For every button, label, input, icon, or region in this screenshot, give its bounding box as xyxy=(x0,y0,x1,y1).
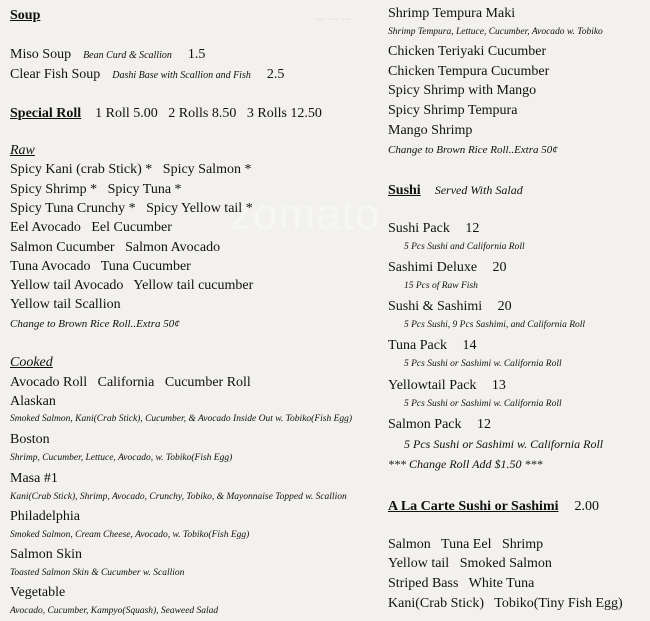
item-desc: Bean Curd & Scallion xyxy=(83,50,172,61)
special-roll-heading: Special Roll xyxy=(10,106,82,121)
alacarte-heading-row xyxy=(388,497,599,515)
raw-row: Tuna Avocado Tuna Cucumber xyxy=(10,259,191,274)
item-name: Tuna Pack xyxy=(388,338,447,353)
item-name: Philadelphia xyxy=(10,509,80,524)
sushi-heading-row xyxy=(388,181,523,199)
maki-row: Chicken Tempura Cucumber xyxy=(388,64,550,79)
item-desc: 5 Pcs Sushi, 9 Pcs Sashimi, and California Roll xyxy=(404,320,586,330)
item-name: Boston xyxy=(10,432,50,447)
item-desc: Kani(Crab Stick), Shrimp, Avocado, Crunchy, Tobiko, & Mayonnaise Topped w. Scallion xyxy=(10,492,347,502)
watermark: zomato xyxy=(230,190,381,239)
item-name: Masa #1 xyxy=(10,471,58,486)
sushi-item xyxy=(388,338,477,354)
raw-row: Yellow tail Avocado Yellow tail cucumber xyxy=(10,278,254,293)
raw-row: Salmon Cucumber Salmon Avocado xyxy=(10,240,221,255)
item-price: 20 xyxy=(492,260,507,275)
alacarte-row: Salmon Tuna Eel Shrimp xyxy=(388,537,544,552)
raw-row: Yellow tail Scallion xyxy=(10,297,121,312)
special-roll-row xyxy=(10,104,322,122)
maki-row: Spicy Shrimp Tempura xyxy=(388,103,518,118)
item-name: Sashimi Deluxe xyxy=(388,260,478,275)
item-desc: 5 Pcs Sushi or Sashimi w. California Roll xyxy=(404,399,562,409)
item-desc: Dashi Base with Scallion and Fish xyxy=(112,70,251,81)
maki-row: Spicy Shrimp with Mango xyxy=(388,83,537,98)
sushi-item xyxy=(388,378,506,394)
alacarte-row: Striped Bass White Tuna xyxy=(388,576,535,591)
item-name: Alaskan xyxy=(10,394,56,409)
item-desc: Smoked Salmon, Cream Cheese, Avocado, w. Tobiko(Fish Egg) xyxy=(10,530,250,540)
item-desc: Smoked Salmon, Kani(Crab Stick), Cucumber, & Avocado Inside Out w. Tobiko(Fish Egg) xyxy=(10,414,353,424)
item-price: 2.5 xyxy=(266,67,285,82)
raw-row: Spicy Shrimp * Spicy Tuna * xyxy=(10,182,182,197)
raw-row: Eel Avocado Eel Cucumber xyxy=(10,220,172,235)
item-price: 1.5 xyxy=(187,47,206,62)
sushi-item xyxy=(388,260,507,276)
ghost-text: ... ... ... xyxy=(315,8,351,23)
alacarte-price: 2.00 xyxy=(574,499,599,514)
sushi-item xyxy=(388,299,512,315)
item-desc: 15 Pcs of Raw Fish xyxy=(404,281,478,291)
sushi-item xyxy=(388,417,491,433)
item-name: Yellowtail Pack xyxy=(388,378,477,393)
item-price: 12 xyxy=(477,417,491,432)
alacarte-heading: A La Carte Sushi or Sashimi xyxy=(388,499,559,514)
maki-row: Chicken Teriyaki Cucumber xyxy=(388,44,547,59)
item-price: 14 xyxy=(462,338,477,353)
item-name: Miso Soup xyxy=(10,47,72,62)
maki-row: Mango Shrimp xyxy=(388,123,473,138)
item-desc: 5 Pcs Sushi and California Roll xyxy=(404,242,525,252)
menu-item xyxy=(10,65,284,83)
sushi-heading: Sushi xyxy=(388,183,421,198)
item-name: Sushi Pack xyxy=(388,221,450,236)
item-name: Clear Fish Soup xyxy=(10,67,101,82)
item-price: 20 xyxy=(497,299,512,314)
item-price: 12 xyxy=(465,221,480,236)
alacarte-row: Kani(Crab Stick) Tobiko(Tiny Fish Egg) xyxy=(388,596,623,611)
sushi-item xyxy=(388,221,479,237)
raw-row: Spicy Tuna Crunchy * Spicy Yellow tail * xyxy=(10,201,253,216)
raw-row: Spicy Kani (crab Stick) * Spicy Salmon * xyxy=(10,162,252,177)
maki-note: Change to Brown Rice Roll..Extra 50¢ xyxy=(388,144,558,156)
alacarte-row: Yellow tail Smoked Salmon xyxy=(388,556,552,571)
item-name: Vegetable xyxy=(10,585,66,600)
item-price: 13 xyxy=(491,378,506,393)
special-roll-prices: 1 Roll 5.00 2 Rolls 8.50 3 Rolls 12.50 xyxy=(95,106,322,121)
item-desc: Shrimp, Cucumber, Lettuce, Avocado, w. Tobiko(Fish Egg) xyxy=(10,453,233,463)
sushi-change-note: *** Change Roll Add $1.50 *** xyxy=(388,457,543,471)
item-desc: 5 Pcs Sushi or Sashimi w. California Roll xyxy=(404,437,604,451)
cooked-row: Avocado Roll California Cucumber Roll xyxy=(10,375,251,390)
menu-item xyxy=(10,45,205,63)
soup-heading: Soup xyxy=(10,8,41,23)
item-name: Salmon Skin xyxy=(10,547,82,562)
item-desc: Avocado, Cucumber, Kampyo(Squash), Seaweed Salad xyxy=(10,606,219,616)
item-name: Sushi & Sashimi xyxy=(388,299,483,314)
item-name: Salmon Pack xyxy=(388,417,462,432)
cooked-heading: Cooked xyxy=(10,355,53,370)
item-name: Shrimp Tempura Maki xyxy=(388,6,516,21)
raw-note: Change to Brown Rice Roll..Extra 50¢ xyxy=(10,318,180,330)
item-desc: 5 Pcs Sushi or Sashimi w. California Roll xyxy=(404,359,562,369)
raw-heading: Raw xyxy=(10,143,35,158)
item-desc: Shrimp Tempura, Lettuce, Cucumber, Avocado w. Tobiko xyxy=(388,27,603,37)
item-desc: Toasted Salmon Skin & Cucumber w. Scallion xyxy=(10,568,185,578)
sushi-subheading: Served With Salad xyxy=(434,183,523,197)
